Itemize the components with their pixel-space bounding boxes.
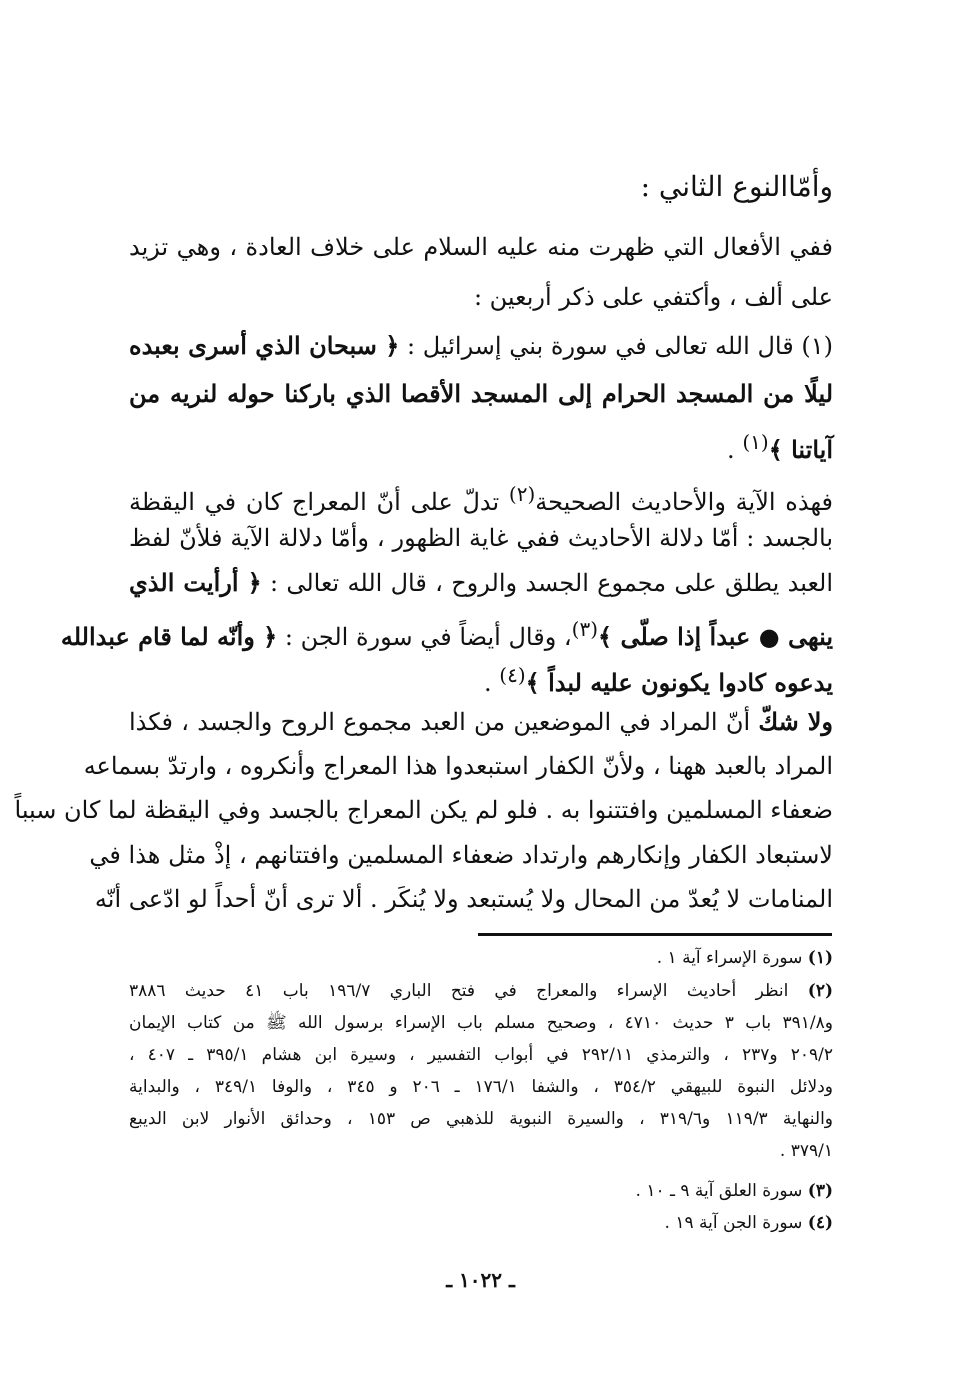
footnote-ref[interactable]: (٤) bbox=[499, 663, 526, 687]
text-line bbox=[60, 614, 833, 652]
footnote-line: ودلائل النبوة للبيهقي ٣٥٤/٢ ، والشفا ١٧٦/١ ـ ٢٠٦ و ٣٤٥ ، والوفا ٣٤٩/١ ، والبداية bbox=[129, 1077, 833, 1097]
footnote-line: والنهاية ١١٩/٣ و٣١٩/٦ ، والسيرة النبوية للذهبي ص ١٥٣ ، وحدائق الأنوار لابن الديبع bbox=[129, 1109, 833, 1129]
footnote-number: (٢) bbox=[807, 981, 833, 1001]
plain-text: ، وقال أيضاً في سورة الجن : bbox=[277, 623, 572, 651]
quran-quote: ينهى ● عبداً إذا صلّى ﴾ bbox=[598, 622, 833, 651]
quran-quote: آياتنا ﴾ bbox=[768, 435, 833, 464]
footnote-text: سورة الإسراء آية ١ . bbox=[656, 948, 808, 968]
footnote-number: (١) bbox=[807, 948, 833, 968]
plain-text: أنّ المراد في الموضعين من العبد مجموع الروح والجسد ، فكذا bbox=[129, 708, 759, 736]
plain-text: العبد يطلق على مجموع الجسد والروح ، قال الله تعالى : bbox=[261, 569, 833, 597]
footnote-number: (٣) bbox=[807, 1181, 833, 1201]
text-line bbox=[129, 707, 833, 737]
footnote-text: انظر أحاديث الإسراء والمعراج في فتح الباري ١٩٦/٧ باب ٤١ حديث ٣٨٨٦ bbox=[129, 981, 808, 1001]
footnote-2 bbox=[129, 980, 833, 1002]
plain-text: فهذه الآية والأحاديث الصحيحة bbox=[535, 488, 833, 516]
footnote-ref[interactable]: (٣) bbox=[571, 617, 599, 641]
footnote-ref[interactable]: (٢) bbox=[508, 482, 536, 506]
page-number: ـ ١٠٢٢ ـ bbox=[446, 1268, 515, 1292]
footnote-line: ٢٠٩/٢ و٢٣٧ ، والترمذي ٢٩٢/١١ في أبواب التفسير ، وسيرة ابن هشام ٣٩٥/١ ـ ٤٠٧ ، bbox=[129, 1045, 833, 1065]
footnote-text: سورة العلق آية ٩ ـ ١٠ . bbox=[635, 1181, 808, 1201]
text-line bbox=[129, 660, 833, 698]
footnote-text: سورة الجن آية ١٩ . bbox=[664, 1213, 808, 1233]
quran-quote-line: ليلًا من المسجد الحرام إلى المسجد الأقصا الذي باركنا حوله لنريه من bbox=[129, 379, 833, 408]
quran-quote: يدعوه كادوا يكونون عليه لبداً ﴾ bbox=[525, 668, 833, 697]
text-line: على ألف ، وأكتفي على ذكر أربعين : bbox=[473, 283, 833, 311]
text-line: لاستبعاد الكفار وإنكارهم وارتداد ضعفاء المسلمين وافتتانهم ، إذْ مثل هذا في bbox=[89, 841, 833, 869]
footnote-separator bbox=[478, 933, 832, 936]
plain-text: (١) قال الله تعالى في سورة بني إسرائيل : bbox=[399, 332, 833, 360]
quran-quote: ﴿ وأنّه لما قام عبدالله bbox=[60, 622, 278, 651]
text-line bbox=[129, 331, 833, 361]
section-heading: وأمّاالنوع الثاني : bbox=[640, 170, 833, 203]
text-line bbox=[129, 427, 833, 465]
footnote-4 bbox=[129, 1212, 833, 1234]
text-line: المراد بالعبد ههنا ، ولأنّ الكفار استبعدوا هذا المعراج وأنكروه ، وارتدّ بسماعه bbox=[83, 752, 833, 780]
text-line bbox=[129, 568, 833, 598]
footnote-1 bbox=[129, 947, 833, 969]
plain-text: تدلّ على أنّ المعراج كان في اليقظة bbox=[129, 488, 509, 516]
footnote-3 bbox=[129, 1180, 833, 1202]
footnote-line: ٣٧٩/١ . bbox=[779, 1141, 833, 1161]
quran-quote: ﴿ أرأيت الذي bbox=[129, 568, 262, 597]
text-line: بالجسد : أمّا دلالة الأحاديث ففي غاية الظهور ، وأمّا دلالة الآية فلأنّ لفظ bbox=[129, 524, 833, 552]
plain-text: . bbox=[727, 436, 743, 464]
footnote-line: و٣٩١/٨ باب ٣ حديث ٤٧١٠ ، وصحيح مسلم باب الإسراء برسول الله ﷺ من كتاب الإيمان bbox=[129, 1013, 833, 1033]
bold-phrase: ولا شكّ bbox=[758, 707, 833, 736]
footnote-number: (٤) bbox=[807, 1213, 833, 1233]
text-line: المنامات لا يُعدّ من المحال ولا يُستبعد ولا يُنكَر . ألا ترى أنّ أحداً لو ادّعى أنّه bbox=[94, 885, 833, 913]
text-line bbox=[129, 479, 833, 517]
quran-quote: ﴿ سبحان الذي أسرى بعبده bbox=[129, 331, 400, 360]
footnote-ref[interactable]: (١) bbox=[742, 430, 769, 454]
text-line: ففي الأفعال التي ظهرت منه عليه السلام على خلاف العادة ، وهي تزيد bbox=[129, 233, 833, 261]
plain-text: . bbox=[484, 669, 500, 697]
text-line: ضعفاء المسلمين وافتتنوا به . فلو لم يكن المعراج بالجسد وفي اليقظة لما كان سبباً bbox=[14, 796, 833, 824]
